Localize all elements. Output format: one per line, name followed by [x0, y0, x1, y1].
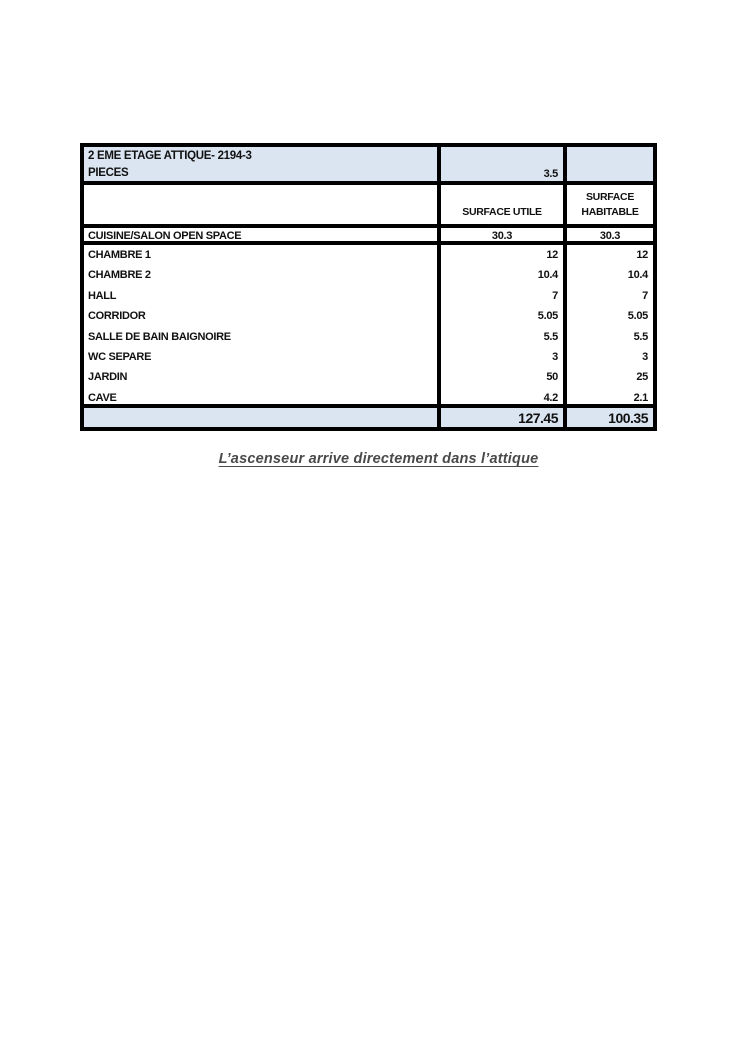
- row-value-utile: 5.5: [543, 330, 558, 343]
- row-label: HALL: [88, 289, 117, 302]
- row-label: CORRIDOR: [88, 310, 146, 323]
- table-header-section: [84, 147, 653, 181]
- pieces-value: 3.5: [543, 168, 558, 180]
- row-value-habitable: 3: [642, 350, 648, 363]
- row-value-utile: 30.3: [437, 228, 563, 241]
- surface-habitable-label-line1: SURFACE: [585, 191, 635, 203]
- surface-utile-label: SURFACE UTILE: [462, 206, 542, 218]
- row-label: JARDIN: [88, 371, 128, 384]
- body-labels-column: [84, 245, 437, 404]
- table-title: 2 EME ETAGE ATTIQUE- 2194-3: [88, 150, 252, 162]
- total-utile: 127.45: [437, 408, 563, 427]
- total-habitable: 100.35: [563, 408, 653, 427]
- row-value-habitable: 12: [636, 249, 648, 261]
- row-label: CUISINE/SALON OPEN SPACE: [88, 230, 242, 241]
- row-label: CHAMBRE 2: [88, 269, 151, 282]
- column-header-section: [84, 181, 653, 224]
- body-rows-section: [84, 241, 653, 404]
- surface-table: [80, 143, 657, 431]
- row-value-habitable: 7: [642, 289, 648, 302]
- row-label: WC SEPARE: [88, 350, 152, 363]
- table-title-cell: [84, 147, 437, 181]
- row-value-habitable: 5.5: [633, 330, 648, 343]
- row-value-utile: 3: [552, 350, 558, 363]
- row-value-habitable: 2.1: [633, 391, 648, 404]
- row-value-habitable: 10.4: [627, 269, 648, 282]
- row-value-utile: 5.05: [537, 310, 558, 323]
- row-value-habitable: 25: [636, 371, 648, 384]
- row-value-habitable: 5.05: [627, 310, 648, 323]
- row-label: SALLE DE BAIN BAIGNOIRE: [88, 330, 231, 343]
- header-empty-cell: [563, 147, 653, 181]
- cuisine-row: [84, 224, 653, 241]
- row-label: CAVE: [88, 391, 117, 404]
- totals-empty-cell: [84, 408, 437, 427]
- totals-row: [84, 404, 653, 427]
- body-habitable-column: [563, 245, 653, 404]
- row-value-utile: 12: [546, 249, 558, 261]
- row-value-utile: 4.2: [543, 391, 558, 404]
- pieces-label: PIECES: [88, 166, 129, 179]
- pieces-value-cell: [437, 147, 563, 181]
- row-value-habitable: 30.3: [563, 228, 653, 241]
- body-utile-column: [437, 245, 563, 404]
- column-header-surface-utile: [437, 185, 563, 224]
- column-header-blank: [84, 185, 437, 224]
- row-label: CHAMBRE 1: [88, 249, 151, 261]
- elevator-footnote: L’ascenseur arrive directement dans l’attique: [218, 451, 539, 467]
- column-header-surface-habitable: [563, 185, 653, 224]
- row-value-utile: 7: [552, 289, 558, 302]
- surface-habitable-label-line2: HABITABLE: [581, 206, 639, 218]
- row-value-utile: 10.4: [537, 269, 558, 282]
- row-value-utile: 50: [546, 371, 558, 384]
